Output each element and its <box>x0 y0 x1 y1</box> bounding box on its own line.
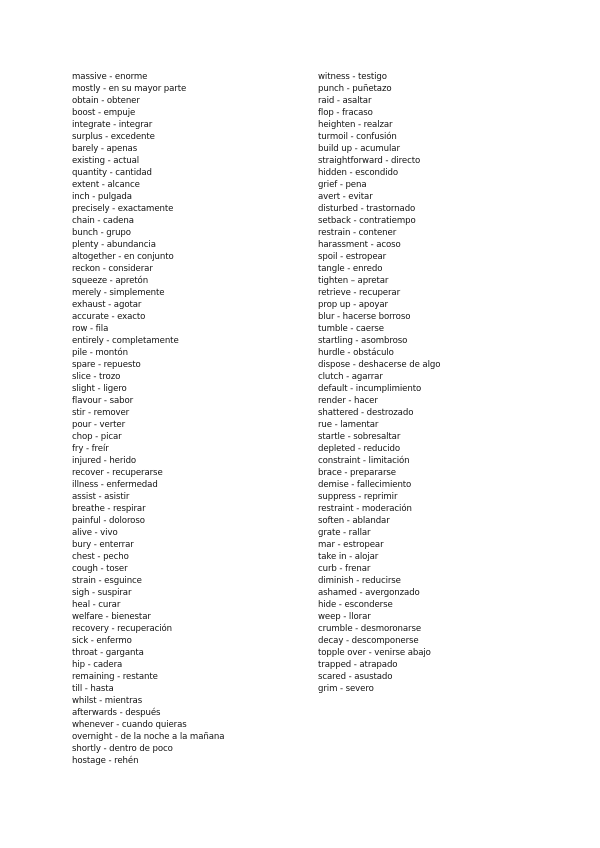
vocabulary-entry: disturbed - trastornado <box>318 204 416 214</box>
vocabulary-entry: squeeze - apretón <box>72 276 149 286</box>
vocabulary-entry: precisely - exactamente <box>72 204 174 214</box>
vocabulary-entry: fry - freír <box>72 444 109 454</box>
vocabulary-entry: grim - severo <box>318 684 374 694</box>
vocabulary-entry: topple over - venirse abajo <box>318 648 431 658</box>
vocabulary-entry: whilst - mientras <box>72 696 143 706</box>
vocabulary-entry: crumble - desmoronarse <box>318 624 422 634</box>
vocabulary-entry: suppress - reprimir <box>318 492 398 502</box>
vocabulary-entry: flop - fracaso <box>318 108 373 118</box>
vocabulary-entry: diminish - reducirse <box>318 576 401 586</box>
vocabulary-entry: punch - puñetazo <box>318 84 392 94</box>
vocabulary-entry: decay - descomponerse <box>318 636 419 646</box>
vocabulary-entry: blur - hacerse borroso <box>318 312 411 322</box>
vocabulary-entry: boost - empuje <box>72 108 136 118</box>
vocabulary-entry: mostly - en su mayor parte <box>72 84 187 94</box>
vocabulary-entry: heighten - realzar <box>318 120 393 130</box>
vocabulary-entry: retrieve - recuperar <box>318 288 401 298</box>
vocabulary-entry: flavour - sabor <box>72 396 134 406</box>
vocabulary-entry: turmoil - confusión <box>318 132 397 142</box>
vocabulary-entry: rue - lamentar <box>318 420 379 430</box>
vocabulary-entry: witness - testigo <box>318 72 387 82</box>
vocabulary-entry: hide - esconderse <box>318 600 393 610</box>
vocabulary-entry: recover - recuperarse <box>72 468 163 478</box>
vocabulary-entry: integrate - integrar <box>72 120 153 130</box>
vocabulary-entry: injured - herido <box>72 456 137 466</box>
vocabulary-entry: avert - evitar <box>318 192 373 202</box>
vocabulary-entry: hostage - rehén <box>72 756 139 766</box>
vocabulary-entry: reckon - considerar <box>72 264 153 274</box>
vocabulary-entry: barely - apenas <box>72 144 138 154</box>
vocabulary-entry: painful - doloroso <box>72 516 145 526</box>
vocabulary-entry: startling - asombroso <box>318 336 408 346</box>
vocabulary-entry: bury - enterrar <box>72 540 134 550</box>
vocabulary-entry: soften - ablandar <box>318 516 390 526</box>
vocabulary-entry: demise - fallecimiento <box>318 480 412 490</box>
vocabulary-entry: heal - curar <box>72 600 121 610</box>
vocabulary-entry: alive - vivo <box>72 528 118 538</box>
vocabulary-entry: weep - llorar <box>318 612 371 622</box>
vocabulary-entry: slice - trozo <box>72 372 121 382</box>
vocabulary-entry: render - hacer <box>318 396 378 406</box>
vocabulary-entry: restrain - contener <box>318 228 397 238</box>
vocabulary-entry: existing - actual <box>72 156 140 166</box>
vocabulary-entry: throat - garganta <box>72 648 144 658</box>
vocabulary-list-right <box>318 71 578 695</box>
vocabulary-entry: recovery - recuperación <box>72 624 173 634</box>
vocabulary-entry: chain - cadena <box>72 216 134 226</box>
vocabulary-entry: tighten – apretar <box>318 276 389 286</box>
vocabulary-entry: hidden - escondido <box>318 168 398 178</box>
vocabulary-entry: depleted - reducido <box>318 444 401 454</box>
vocabulary-entry: afterwards - después <box>72 708 161 718</box>
vocabulary-entry: plenty - abundancia <box>72 240 156 250</box>
vocabulary-entry: raid - asaltar <box>318 96 372 106</box>
vocabulary-entry: tangle - enredo <box>318 264 383 274</box>
vocabulary-entry: dispose - deshacerse de algo <box>318 360 441 370</box>
vocabulary-entry: mar - estropear <box>318 540 384 550</box>
vocabulary-entry: extent - alcance <box>72 180 140 190</box>
vocabulary-entry: strain - esguince <box>72 576 142 586</box>
vocabulary-entry: chop - picar <box>72 432 122 442</box>
vocabulary-entry: altogether - en conjunto <box>72 252 174 262</box>
vocabulary-entry: grief - pena <box>318 180 367 190</box>
vocabulary-entry: take in - alojar <box>318 552 379 562</box>
vocabulary-entry: massive - enorme <box>72 72 148 82</box>
vocabulary-entry: stir - remover <box>72 408 130 418</box>
vocabulary-entry: harassment - acoso <box>318 240 401 250</box>
vocabulary-entry: hip - cadera <box>72 660 123 670</box>
vocabulary-entry: bunch - grupo <box>72 228 131 238</box>
vocabulary-entry: whenever - cuando quieras <box>72 720 187 730</box>
vocabulary-entry: clutch - agarrar <box>318 372 383 382</box>
vocabulary-list-left <box>72 71 302 767</box>
vocabulary-entry: sigh - suspirar <box>72 588 132 598</box>
vocabulary-entry: default - incumplimiento <box>318 384 422 394</box>
vocabulary-entry: pour - verter <box>72 420 126 430</box>
vocabulary-entry: tumble - caerse <box>318 324 384 334</box>
vocabulary-entry: setback - contratiempo <box>318 216 416 226</box>
vocabulary-entry: brace - prepararse <box>318 468 396 478</box>
vocabulary-entry: surplus - excedente <box>72 132 155 142</box>
vocabulary-entry: breathe - respirar <box>72 504 146 514</box>
vocabulary-entry: cough - toser <box>72 564 128 574</box>
vocabulary-entry: row - fila <box>72 324 109 334</box>
vocabulary-entry: inch - pulgada <box>72 192 132 202</box>
vocabulary-entry: trapped - atrapado <box>318 660 398 670</box>
vocabulary-entry: assist - asistir <box>72 492 130 502</box>
vocabulary-entry: shattered - destrozado <box>318 408 414 418</box>
vocabulary-entry: chest - pecho <box>72 552 129 562</box>
vocabulary-entry: ashamed - avergonzado <box>318 588 420 598</box>
vocabulary-entry: pile - montón <box>72 348 128 358</box>
vocabulary-entry: build up - acumular <box>318 144 400 154</box>
vocabulary-entry: overnight - de la noche a la mañana <box>72 732 225 742</box>
vocabulary-entry: till - hasta <box>72 684 114 694</box>
vocabulary-entry: exhaust - agotar <box>72 300 142 310</box>
vocabulary-entry: grate - rallar <box>318 528 371 538</box>
vocabulary-entry: illness - enfermedad <box>72 480 158 490</box>
vocabulary-entry: constraint - limitación <box>318 456 410 466</box>
vocabulary-entry: merely - simplemente <box>72 288 165 298</box>
vocabulary-entry: hurdle - obstáculo <box>318 348 394 358</box>
vocabulary-entry: remaining - restante <box>72 672 158 682</box>
vocabulary-entry: spoil - estropear <box>318 252 387 262</box>
vocabulary-entry: quantity - cantidad <box>72 168 152 178</box>
vocabulary-entry: welfare - bienestar <box>72 612 151 622</box>
vocabulary-entry: prop up - apoyar <box>318 300 388 310</box>
vocabulary-entry: scared - asustado <box>318 672 393 682</box>
vocabulary-entry: slight - ligero <box>72 384 127 394</box>
vocabulary-entry: accurate - exacto <box>72 312 146 322</box>
vocabulary-entry: curb - frenar <box>318 564 371 574</box>
vocabulary-entry: shortly - dentro de poco <box>72 744 173 754</box>
vocabulary-entry: restraint - moderación <box>318 504 412 514</box>
vocabulary-entry: straightforward - directo <box>318 156 421 166</box>
vocabulary-entry: spare - repuesto <box>72 360 141 370</box>
vocabulary-entry: sick - enfermo <box>72 636 132 646</box>
vocabulary-entry: startle - sobresaltar <box>318 432 401 442</box>
vocabulary-entry: entirely - completamente <box>72 336 179 346</box>
vocabulary-entry: obtain - obtener <box>72 96 140 106</box>
